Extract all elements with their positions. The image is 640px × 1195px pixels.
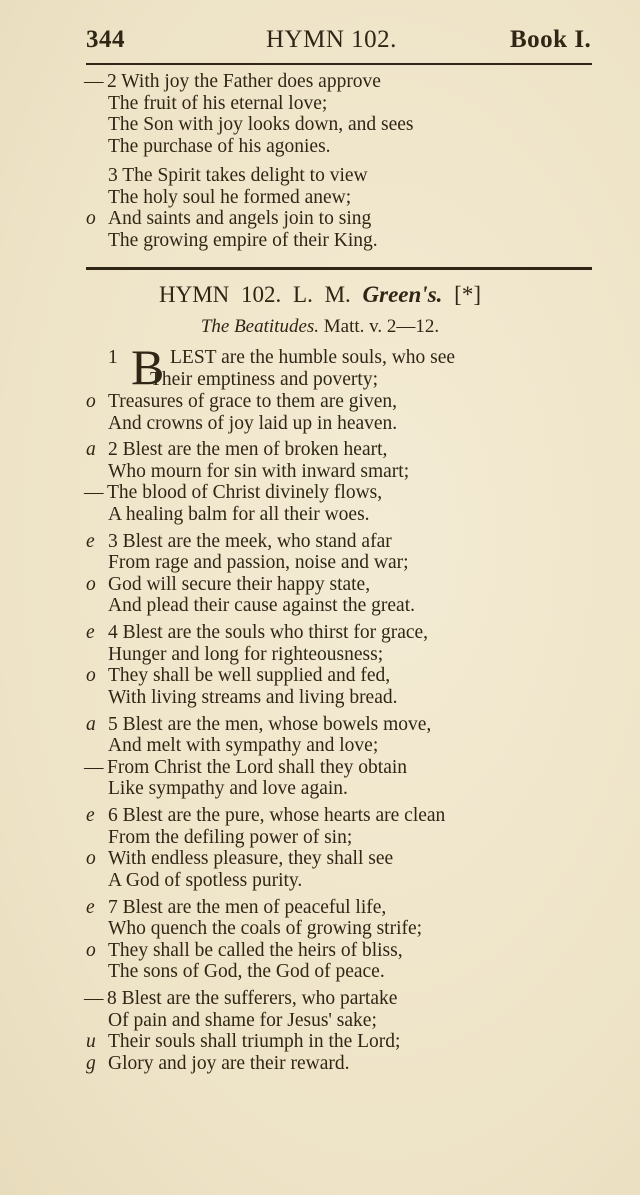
- stanza-2-line-2: [0, 461, 640, 483]
- dynamic-mark: —: [84, 482, 104, 503]
- header-rule: [86, 63, 592, 65]
- stanza-1-line-1: [0, 347, 640, 369]
- verse-line-text: From Christ the Lord shall they obtain: [107, 756, 408, 778]
- stanza-4-line-1: [0, 622, 640, 644]
- stanza-number: 1: [108, 347, 118, 368]
- stanza-5-line-4: [0, 778, 640, 800]
- prev-stanza-3-line-4: [0, 230, 640, 252]
- stanza-7-line-3: [0, 940, 640, 962]
- dynamic-mark: e: [86, 805, 95, 826]
- dynamic-mark: g: [86, 1052, 96, 1074]
- stanza-7-line-2: [0, 918, 640, 940]
- verse-line-text: 3 Blest are the meek, who stand afar: [108, 530, 392, 552]
- stanza-1-line-2: [0, 369, 640, 391]
- stanza-4-line-3: [0, 665, 640, 687]
- verse-line-text: They shall be well supplied and fed,: [108, 665, 391, 686]
- verse-line-text: Who quench the coals of growing strife;: [108, 918, 423, 939]
- verse-line-text: The sons of God, the God of peace.: [108, 961, 385, 982]
- dynamic-mark: e: [86, 622, 95, 643]
- stanza-8-line-2: [0, 1010, 640, 1032]
- dynamic-mark: —: [84, 756, 104, 778]
- hymn-scripture: Matt. v. 2—12.: [323, 316, 440, 337]
- verse-line-text: Glory and joy are their reward.: [108, 1052, 350, 1074]
- verse-line-text: 4 Blest are the souls who thirst for grace,: [108, 622, 429, 643]
- verse-line-text: A God of spotless purity.: [108, 869, 303, 891]
- verse-line-text: The holy soul he formed anew;: [108, 186, 352, 208]
- stanza-2-line-3: [0, 482, 640, 504]
- verse-line-text: The Son with joy looks down, and sees: [108, 114, 414, 135]
- stanza-4-line-4: [0, 687, 640, 709]
- stanza-8-line-1: [0, 988, 640, 1010]
- stanza-8-line-4: [0, 1053, 640, 1075]
- verse-line-text: The fruit of his eternal love;: [108, 92, 328, 114]
- verse-line-text: From rage and passion, noise and war;: [108, 552, 409, 573]
- dynamic-mark: o: [86, 939, 96, 961]
- verse-line-text: And plead their cause against the great.: [108, 595, 416, 616]
- stanza-2-line-1: [0, 439, 640, 461]
- hymn-subtitle: [0, 316, 640, 338]
- prev-stanza-2-line-4: [0, 136, 640, 158]
- verse-line-text: With living streams and living bread.: [108, 686, 398, 708]
- verse-line-text: 6 Blest are the pure, whose hearts are clean: [108, 805, 446, 826]
- dynamic-mark: e: [86, 530, 95, 552]
- stanza-5-line-2: [0, 735, 640, 757]
- stanza-2-line-4: [0, 504, 640, 526]
- stanza-line-text: LEST are the humble souls, who see: [170, 347, 456, 368]
- verse-line-text: Who mourn for sin with inward smart;: [108, 460, 410, 482]
- stanza-1-line-3: [0, 391, 640, 413]
- verse-line-text: The blood of Christ divinely flows,: [107, 482, 383, 503]
- dynamic-mark: o: [86, 573, 96, 595]
- verse-line-text: And saints and angels join to sing: [108, 208, 372, 229]
- verse-line-text: 5 Blest are the men, whose bowels move,: [108, 713, 432, 735]
- hymn-metre: L. M.: [293, 282, 351, 307]
- hymn-number: HYMN 102.: [159, 282, 282, 307]
- verse-line-text: Hunger and long for righteousness;: [108, 643, 384, 665]
- verse-line-text: The purchase of his agonies.: [108, 135, 331, 157]
- stanza-6-line-2: [0, 827, 640, 849]
- stanza-1-line-4: [0, 413, 640, 435]
- stanza-7-line-1: [0, 897, 640, 919]
- dynamic-mark: o: [86, 208, 96, 229]
- stanza-3-line-3: [0, 574, 640, 596]
- verse-line-text: Their souls shall triumph in the Lord;: [108, 1031, 401, 1052]
- stanza-3-line-1: [0, 531, 640, 553]
- stanza-5-line-3: [0, 757, 640, 779]
- prev-stanza-3-line-3: [0, 208, 640, 230]
- dynamic-mark: o: [86, 665, 96, 686]
- verse-line-text: 2 With joy the Father does approve: [107, 71, 381, 92]
- stanza-4-line-2: [0, 644, 640, 666]
- hymn-tune: Green's.: [362, 282, 443, 307]
- hymn-title: [0, 282, 640, 308]
- drop-cap: B: [131, 339, 165, 395]
- prev-stanza-3-line-2: [0, 187, 640, 209]
- verse-line-text: And melt with sympathy and love;: [108, 735, 379, 756]
- verse-line-text: Like sympathy and love again.: [108, 778, 348, 799]
- verse-line-text: And crowns of joy laid up in heaven.: [108, 412, 398, 434]
- stanza-6-line-3: [0, 848, 640, 870]
- verse-line-text: 8 Blest are the sufferers, who partake: [107, 988, 398, 1009]
- prev-stanza-2-line-2: [0, 93, 640, 115]
- verse-line-text: A healing balm for all their woes.: [108, 503, 370, 525]
- verse-line-text: God will secure their happy state,: [108, 573, 371, 595]
- dynamic-mark: o: [86, 848, 96, 869]
- verse-line-text: From the defiling power of sin;: [108, 826, 353, 848]
- verse-line-text: Treasures of grace to them are given,: [108, 391, 397, 412]
- verse-line-text: The growing empire of their King.: [108, 229, 378, 251]
- verse-line-text: With endless pleasure, they shall see: [108, 848, 394, 869]
- prev-stanza-2-line-1: [0, 71, 640, 93]
- stanza-3-line-4: [0, 595, 640, 617]
- stanza-7-line-4: [0, 961, 640, 983]
- dynamic-mark: a: [86, 713, 96, 735]
- running-title: HYMN 102.: [266, 26, 397, 53]
- dynamic-mark: —: [84, 988, 104, 1009]
- dynamic-mark: a: [86, 439, 96, 460]
- stanza-line-text: Their emptiness and poverty;: [150, 369, 378, 390]
- verse-line-text: Of pain and shame for Jesus' sake;: [108, 1009, 377, 1031]
- verse-line-text: 7 Blest are the men of peaceful life,: [108, 896, 387, 918]
- verse-line-text: 2 Blest are the men of broken heart,: [108, 439, 388, 460]
- dynamic-mark: —: [84, 71, 104, 92]
- stanza-6-line-4: [0, 870, 640, 892]
- verse-line-text: They shall be called the heirs of bliss,: [108, 939, 403, 961]
- dynamic-mark: u: [86, 1031, 96, 1052]
- dynamic-mark: e: [86, 896, 95, 918]
- prev-stanza-3-line-1: [0, 165, 640, 187]
- stanza-3-line-2: [0, 552, 640, 574]
- dynamic-mark: o: [86, 391, 96, 412]
- verse-line-text: 3 The Spirit takes delight to view: [108, 165, 368, 186]
- stanza-5-line-1: [0, 714, 640, 736]
- hymn-subject: The Beatitudes.: [200, 316, 320, 337]
- stanza-8-line-3: [0, 1031, 640, 1053]
- book-label: Book I.: [510, 26, 592, 53]
- prev-stanza-2-line-3: [0, 114, 640, 136]
- hymn-flag: [*]: [454, 282, 481, 307]
- hymn-divider-rule: [86, 267, 592, 270]
- stanza-6-line-1: [0, 805, 640, 827]
- page-number: 344: [86, 26, 125, 53]
